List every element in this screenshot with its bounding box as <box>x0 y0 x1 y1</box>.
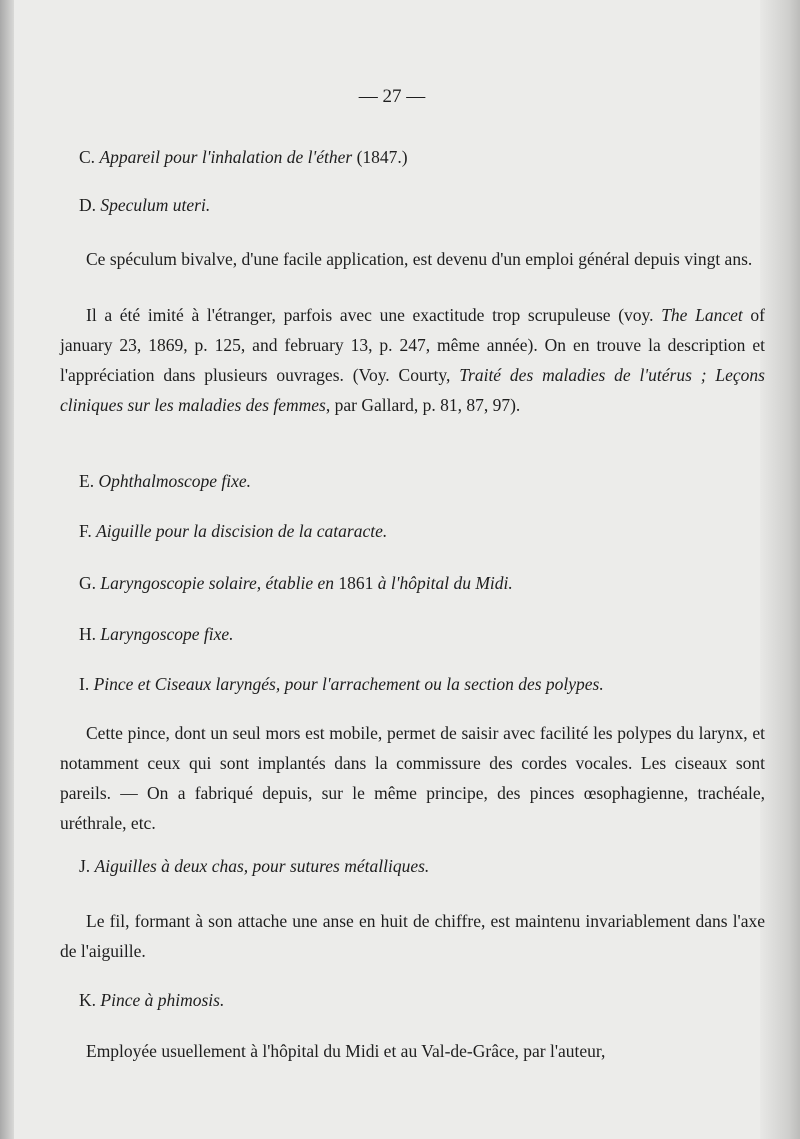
entry-i <box>79 669 604 699</box>
book-title: Traité des maladies de l'utérus ; Leçons cliniques sur les maladies des femmes <box>60 365 765 415</box>
entry-title: Appareil pour l'inhalation de l'éther <box>99 147 353 167</box>
entry-label: J. <box>79 856 91 876</box>
entry-title: Aiguilles à deux chas, pour sutures métalliques. <box>94 856 430 876</box>
entry-e <box>79 466 251 496</box>
paragraph-fil: Le fil, formant à son attache une anse en huit de chiffre, est maintenu invariablement dans l'axe de l'aiguille. <box>60 911 765 961</box>
paragraph-text: Il a été imité à l'étranger, parfois avec une exactitude trop scrupuleuse (voy. <box>86 305 662 325</box>
entry-title: Ophthalmoscope fixe. <box>98 471 252 491</box>
paragraph-text: of january 23, 1869, p. 125, and february 13, p. 247, même année). On en trouve la description et l'appréciation dans plusieurs ouvrages. (Voy. Courty, <box>60 305 765 385</box>
page-right-shadow <box>760 0 800 1139</box>
paragraph-text: , par Gallard, p. 81, 87, 97). <box>325 395 521 415</box>
entry-title: Speculum uteri. <box>100 195 211 215</box>
paragraph-speculum-general: Ce spéculum bivalve, d'une facile application, est devenu d'un emploi général depuis vingt ans. <box>86 249 753 269</box>
entry-label: C. <box>79 147 96 167</box>
entry-label: K. <box>79 990 97 1010</box>
entry-date: (1847.) <box>352 147 408 167</box>
entry-h <box>79 619 234 649</box>
entry-label: F. <box>79 521 92 541</box>
entry-title: Pince à phimosis. <box>100 990 225 1010</box>
entry-label: E. <box>79 471 95 491</box>
entry-d <box>79 190 210 220</box>
journal-title: The Lancet <box>661 305 743 325</box>
entry-title-end: à l'hôpital du Midi. <box>373 573 513 593</box>
entry-c <box>79 142 408 172</box>
entry-label: I. <box>79 674 90 694</box>
entry-title: Laryngoscope fixe. <box>100 624 234 644</box>
page-number: — 27 — <box>358 86 426 107</box>
entry-j <box>79 851 429 881</box>
entry-title: Laryngoscopie solaire, établie en <box>100 573 339 593</box>
paragraph-pince: Cette pince, dont un seul mors est mobile, permet de saisir avec facilité les polypes du larynx, et notamment ceux qui sont implantés dans la commissure des cordes vocales. Les ciseaux sont pareils. — On a fabriqué depuis, sur le même principe, des pinces œsophagienne, trachéale, uréthrale, etc. <box>60 723 765 833</box>
entry-label: H. <box>79 624 97 644</box>
paragraph-speculum-imitations <box>60 300 765 420</box>
entry-label: G. <box>79 573 97 593</box>
entry-k <box>79 985 224 1015</box>
entry-year: 1861 <box>338 573 374 593</box>
entry-g <box>79 568 513 598</box>
entry-title: Pince et Ciseaux laryngés, pour l'arrachement ou la section des polypes. <box>93 674 604 694</box>
page-left-shadow <box>0 0 14 1139</box>
entry-f <box>79 516 387 546</box>
entry-title: Aiguille pour la discision de la cataracte. <box>96 521 388 541</box>
entry-label: D. <box>79 195 97 215</box>
paragraph-phimosis: Employée usuellement à l'hôpital du Midi et au Val-de-Grâce, par l'auteur, <box>86 1041 606 1061</box>
